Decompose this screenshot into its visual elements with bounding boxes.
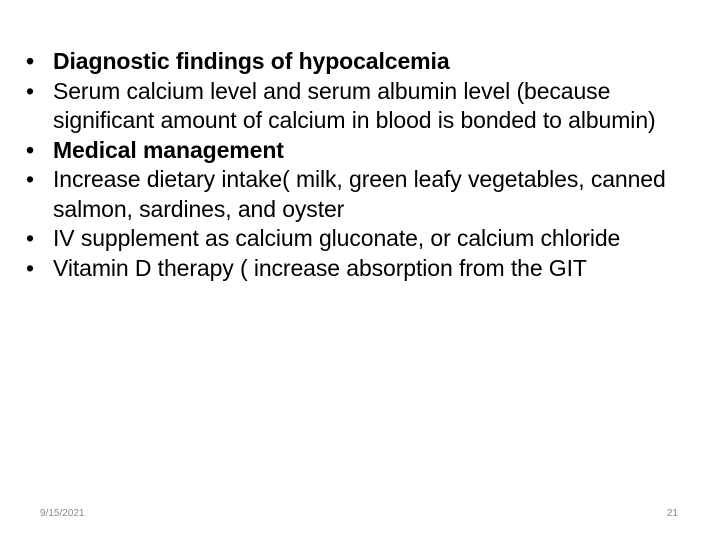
footer-page-number: 21 [666, 508, 678, 519]
bullet-marker: • [26, 48, 34, 74]
bullet-item-dietary-intake [26, 165, 686, 224]
bullet-text: Diagnostic findings of hypocalcemia [53, 48, 450, 74]
bullet-text: Increase dietary intake( milk, green leafy vegetables, canned salmon, sardines, and oyster [53, 166, 666, 222]
bullet-marker: • [26, 254, 34, 281]
bullet-text: Medical management [53, 136, 284, 163]
bullet-marker: • [26, 225, 34, 251]
bullet-item-diagnostic-heading [26, 47, 686, 77]
bullet-marker: • [26, 166, 34, 192]
bullet-text: Vitamin D therapy ( increase absorption from the GIT [53, 254, 587, 281]
bullet-marker: • [26, 136, 34, 163]
bullet-item-vitamin-d [26, 254, 686, 284]
bullet-list [26, 47, 686, 283]
bullet-item-serum-levels [26, 77, 686, 136]
bullet-text: IV supplement as calcium gluconate, or calcium chloride [53, 225, 621, 251]
bullet-item-medical-management-heading [26, 136, 686, 166]
bullet-text: Serum calcium level and serum albumin level (because significant amount of calcium in blood is bonded to albumin) [53, 77, 656, 133]
bullet-item-iv-supplement [26, 224, 686, 254]
footer-date: 9/15/2021 [40, 508, 85, 519]
bullet-marker: • [26, 77, 34, 104]
